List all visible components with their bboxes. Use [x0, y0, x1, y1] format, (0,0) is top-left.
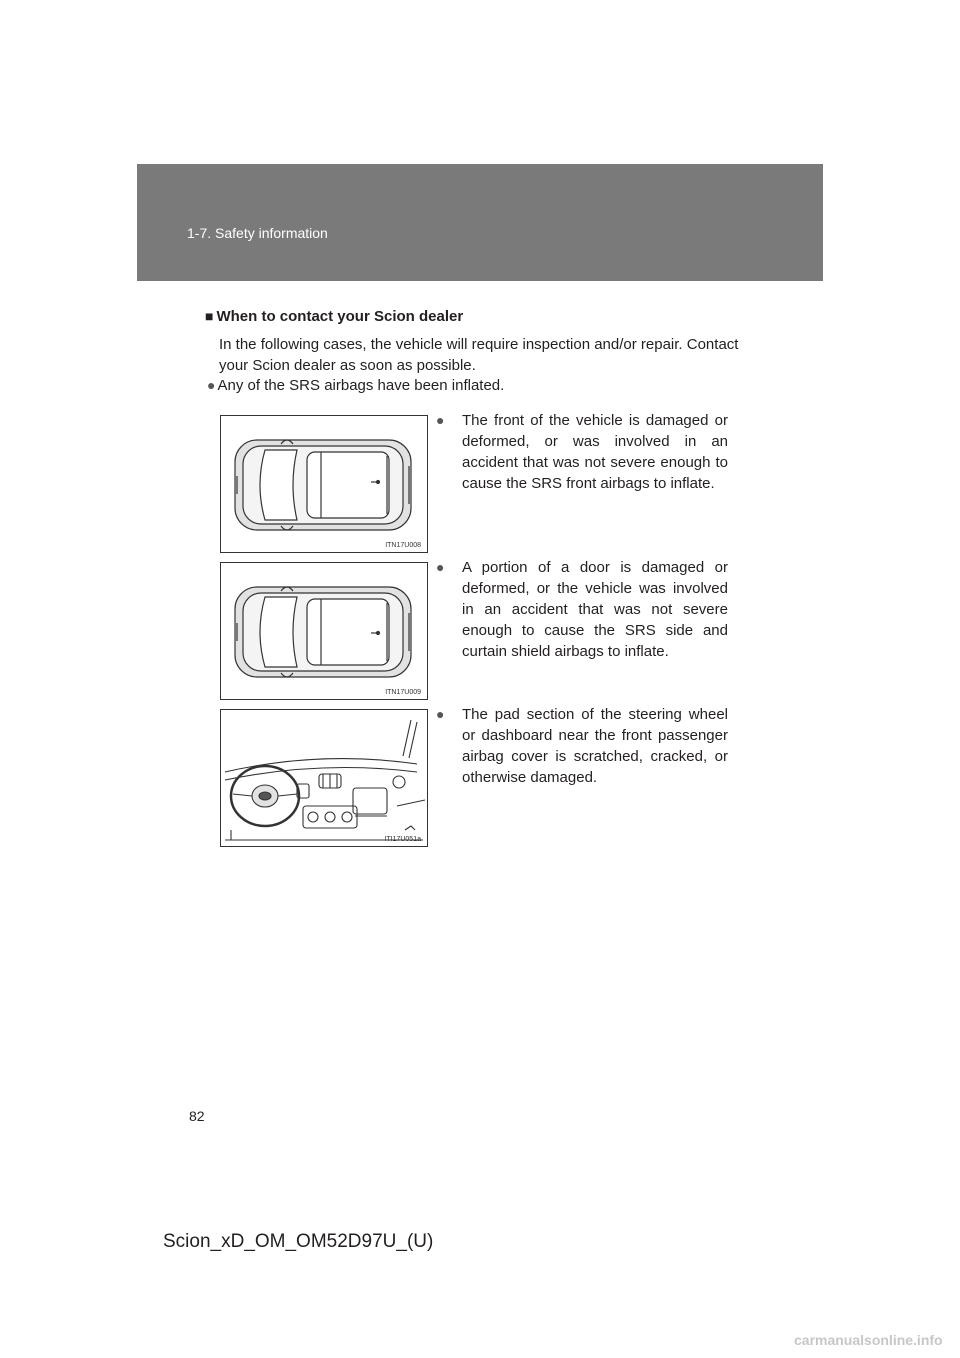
intro-paragraph: In the following cases, the vehicle will require inspection and/or repair. Contact your Scion dealer as soon as possible. — [219, 336, 739, 374]
bullet-dot-icon: ● — [436, 706, 445, 722]
page-number: 82 — [189, 1108, 205, 1124]
car-top-view-icon — [221, 416, 427, 552]
bullet-item-steering-pad-damaged — [436, 704, 728, 788]
section-heading — [205, 308, 463, 325]
dashboard-interior-icon — [221, 710, 427, 846]
document-code: Scion_xD_OM_OM52D97U_(U) — [163, 1231, 434, 1252]
bullet-text: The pad section of the steering wheel or dashboard near the front passenger airbag cover is scratched, cracked, or otherwise damaged. — [462, 706, 728, 786]
section-title: 1-7. Safety information — [187, 225, 328, 241]
bullet-text: Any of the SRS airbags have been inflated. — [217, 377, 505, 394]
bullet-item-airbags-inflated — [207, 377, 504, 394]
figure-code: ITN17U008 — [385, 542, 421, 549]
bullet-dot-icon: ● — [436, 412, 445, 428]
figure-code: ITN17U009 — [385, 689, 421, 696]
bullet-dot-icon: ● — [436, 559, 445, 575]
section-header-bar — [137, 164, 823, 281]
section-heading-text: When to contact your Scion dealer — [216, 308, 464, 325]
bullet-item-front-damaged — [436, 410, 728, 494]
bullet-text: The front of the vehicle is damaged or deformed, or was involved in an accident that was not severe enough to cause the SRS front airbags to inflate. — [462, 412, 728, 492]
bullet-dot-icon: ● — [207, 377, 216, 393]
bullet-item-door-damaged — [436, 557, 728, 662]
square-bullet-icon: ■ — [205, 308, 214, 324]
figure-dashboard — [220, 709, 428, 847]
bullet-text: A portion of a door is damaged or deformed, or the vehicle was involved in an accident that was not severe enough to cause the SRS side and curtain shield airbags to inflate. — [462, 559, 728, 660]
watermark-text: carmanualsonline.info — [794, 1332, 943, 1348]
figure-code: ITI17U051a — [384, 836, 421, 843]
car-top-view-icon — [221, 563, 427, 699]
figure-car-top-front — [220, 415, 428, 553]
figure-car-top-door — [220, 562, 428, 700]
